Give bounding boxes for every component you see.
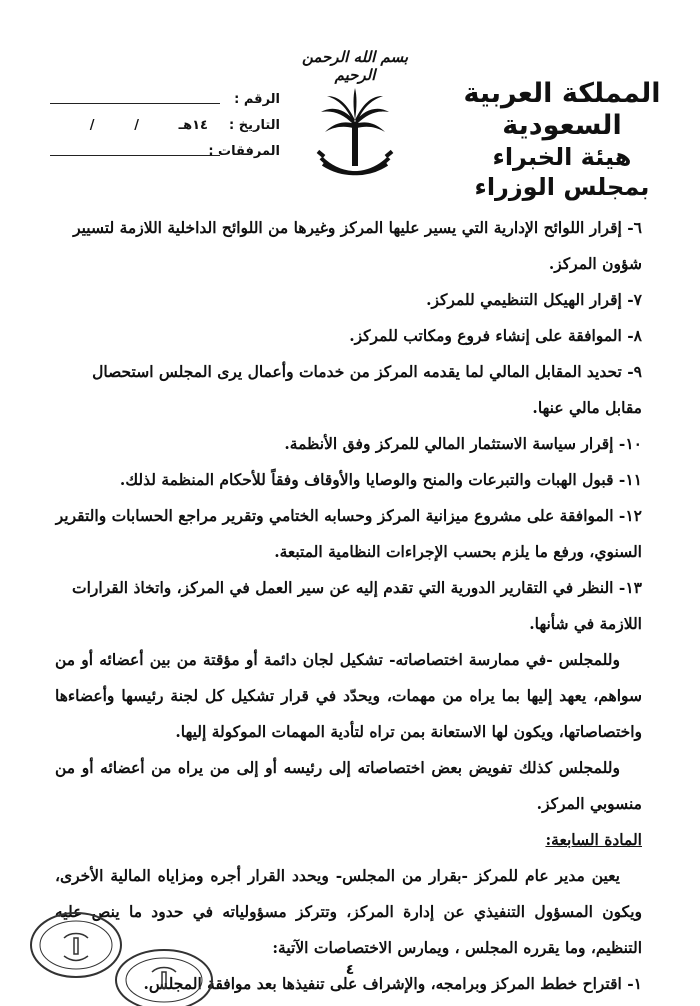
- document-body: [55, 210, 642, 1002]
- list-item: ١٠- إقرار سياسة الاستثمار المالي للمركز وفق الأنظمة.: [284, 434, 642, 453]
- date-row: [50, 118, 280, 144]
- attachments-row: [50, 144, 280, 170]
- kingdom-name: المملكة العربية السعودية: [463, 78, 661, 141]
- list-item: ٩- تحديد المقابل المالي لما يقدمه المركز من خدمات وأعمال يرى المجلس استحصال: [92, 362, 642, 381]
- date-value: [50, 118, 208, 133]
- list-item: ٧- إقرار الهيكل التنظيمي للمركز.: [426, 290, 642, 309]
- letterhead-left: [50, 92, 280, 170]
- palm-and-swords-icon: [315, 86, 395, 184]
- list-item: ١١- قبول الهبات والتبرعات والمنح والوصايا والأوقاف وفقاً للأحكام المنظمة لذلك.: [119, 470, 642, 489]
- attachments-line: [50, 155, 220, 156]
- list-item-continuation: مقابل مالي عنها.: [532, 398, 642, 417]
- list-item-continuation: السنوي، ورفع ما يلزم بحسب الإجراءات النظامية المتبعة.: [274, 542, 642, 561]
- list-item: ٦- إقرار اللوائح الإدارية التي يسير عليها المركز وغيرها من اللوائح الداخلية اللازمة لتسيير: [73, 218, 642, 237]
- basmala: بسم الله الرحمن الرحيم: [301, 48, 409, 84]
- date-sep-1: /: [134, 118, 139, 133]
- number-label: الرقم :: [234, 92, 280, 107]
- attachments-label: المرفقات :: [208, 144, 280, 159]
- date-label: التاريخ :: [229, 118, 280, 133]
- list-item: ١- اقتراح خطط المركز وبرامجه، والإشراف على تنفيذها بعد موافقة المجلس.: [143, 974, 642, 993]
- number-row: [50, 92, 280, 118]
- list-item-continuation: اللازمة في شأنها.: [529, 614, 642, 633]
- official-seal-icon: [112, 946, 216, 1006]
- date-part-year: ١٤هـ: [178, 118, 208, 133]
- list-item: ١٢- الموافقة على مشروع ميزانية المركز وحسابه الختامي وتقرير مراجع الحسابات والتقرير: [55, 506, 642, 525]
- authority-name: هيئة الخبراء بمجلس الوزراء: [474, 143, 650, 201]
- paragraph-director: يعين مدير عام للمركز -بقرار من المجلس- ويحدد القرار أجره ومزاياه المالية الأخرى، ويكون المسؤول التنفيذي عن إدارة المركز، وتتركز مسؤولياته في حدود ما ينص عليه التنظيم، وما يقرره المجلس ، ويمارس الاختصاصات الآتية:: [55, 866, 642, 957]
- paragraph-delegation: وللمجلس كذلك تفويض بعض اختصاصاته إلى رئيسه أو إلى من يراه من أعضائه أو من منسوبي المركز.: [55, 758, 642, 813]
- list-item: ٨- الموافقة على إنشاء فروع ومكاتب للمركز.: [349, 326, 642, 345]
- official-seal-icon: [28, 910, 124, 980]
- list-item: ١٣- النظر في التقارير الدورية التي تقدم إليه عن سير العمل في المركز، واتخاذ القرارات: [72, 578, 642, 597]
- paragraph-committees: وللمجلس -في ممارسة اختصاصاته- تشكيل لجان دائمة أو مؤقتة من بين أعضائه أو من سواهم، يعهد إليها بما يراه من مهمات، ويحدّد في قرار تشكيل كل لجنة رئيسها وأعضاءها واختصاصاتها، ويكون لها الاستعانة بمن تراه لتأدية المهمات الموكولة إليها.: [55, 650, 642, 741]
- page-number: ٤: [345, 962, 355, 978]
- number-line: [50, 103, 220, 104]
- letterhead-right: [452, 78, 672, 202]
- list-item-continuation: شؤون المركز.: [548, 254, 642, 273]
- date-sep-2: /: [89, 118, 95, 133]
- article-heading: المادة السابعة:: [545, 830, 642, 849]
